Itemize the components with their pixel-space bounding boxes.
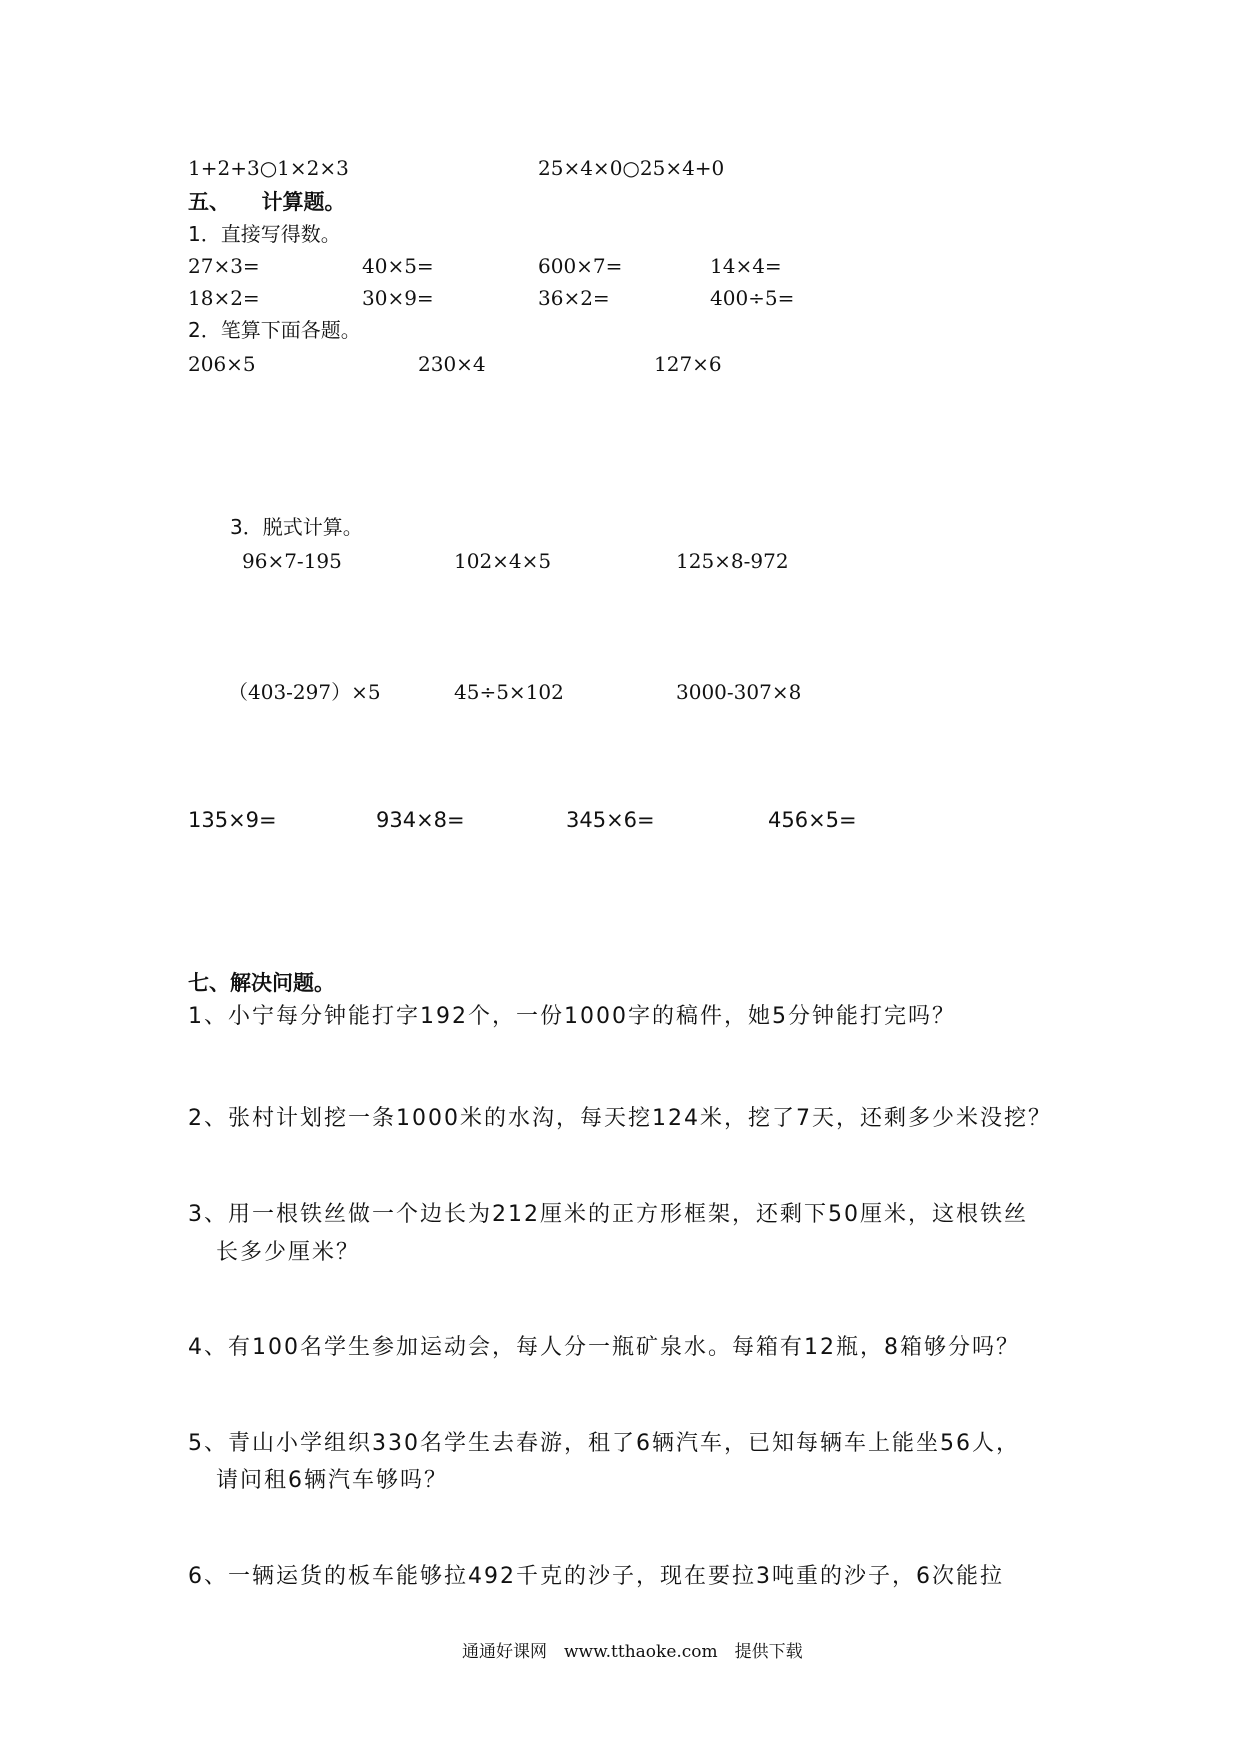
oral-item: 18×2= bbox=[188, 286, 260, 310]
oral-item: 30×9= bbox=[362, 286, 434, 310]
question: 5、青山小学组织330名学生去春游，租了6辆汽车，已知每辆车上能坐56人， bbox=[188, 1431, 1020, 1456]
question: 4、有100名学生参加运动会，每人分一瓶矿泉水。每箱有12瓶，8箱够分吗？ bbox=[188, 1335, 1020, 1360]
question: 2、张村计划挖一条1000米的水沟，每天挖124米，挖了7天，还剩多少米没挖？ bbox=[188, 1106, 1052, 1131]
oral-item: 600×7= bbox=[538, 254, 623, 278]
oral-item: 400÷5= bbox=[710, 286, 795, 310]
stepwise-item: 3000-307×8 bbox=[676, 680, 802, 704]
question-continuation: 长多少厘米？ bbox=[216, 1240, 361, 1265]
oral-item: 36×2= bbox=[538, 286, 610, 310]
stepwise-item: 125×8-972 bbox=[676, 549, 789, 573]
written-item: 206×5 bbox=[188, 352, 256, 376]
question: 3、用一根铁丝做一个边长为212厘米的正方形框架，还剩下50厘米，这根铁丝 bbox=[188, 1202, 1028, 1227]
oral-item: 27×3= bbox=[188, 254, 260, 278]
extra-item: 135×9= bbox=[188, 808, 277, 832]
stepwise-item: （403-297）×5 bbox=[228, 680, 381, 704]
question-continuation: 请问租6辆汽车够吗？ bbox=[216, 1468, 448, 1493]
question: 6、一辆运货的板车能够拉492千克的沙子，现在要拉3吨重的沙子，6次能拉 bbox=[188, 1564, 1004, 1589]
extra-item: 934×8= bbox=[376, 808, 465, 832]
footer-credit: 通通好课网 www.tthaoke.com 提供下载 bbox=[462, 1642, 803, 1662]
sub3-title: 3．脱式计算。 bbox=[230, 515, 363, 539]
stepwise-item: 45÷5×102 bbox=[454, 680, 564, 704]
extra-item: 345×6= bbox=[566, 808, 655, 832]
written-item: 230×4 bbox=[418, 352, 486, 376]
sub1-title: 1．直接写得数。 bbox=[188, 222, 341, 246]
extra-item: 456×5= bbox=[768, 808, 857, 832]
section7-title: 七、解决问题。 bbox=[188, 971, 335, 995]
compare-left: 1+2+3○1×2×3 bbox=[188, 156, 349, 180]
question: 1、小宁每分钟能打字192个，一份1000字的稿件，她5分钟能打完吗？ bbox=[188, 1004, 956, 1029]
compare-right: 25×4×0○25×4+0 bbox=[538, 156, 725, 180]
written-item: 127×6 bbox=[654, 352, 722, 376]
stepwise-item: 102×4×5 bbox=[454, 549, 552, 573]
oral-item: 40×5= bbox=[362, 254, 434, 278]
section5-title: 五、 计算题。 bbox=[188, 190, 346, 214]
sub2-title: 2．笔算下面各题。 bbox=[188, 318, 361, 342]
oral-item: 14×4= bbox=[710, 254, 782, 278]
stepwise-item: 96×7-195 bbox=[242, 549, 342, 573]
